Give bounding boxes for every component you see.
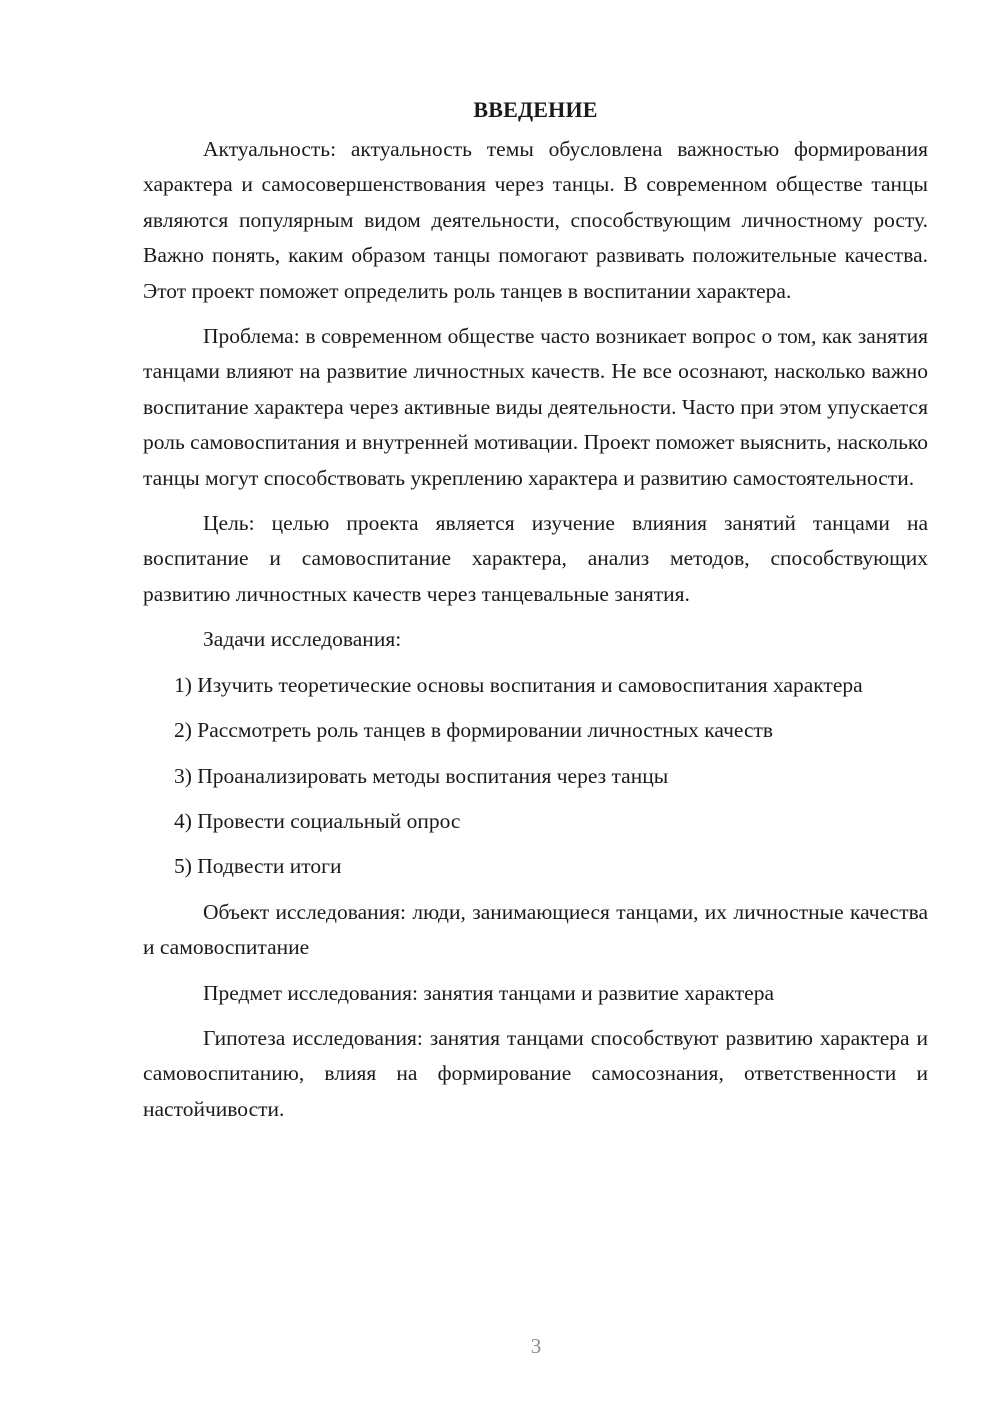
problem-paragraph: Проблема: в современном обществе часто возникает вопрос о том, как занятия танцами влияют на развитие личностных качеств. Не все осознают, насколько важно воспитание характера через активные виды деятельности. Часто при этом упускается роль самовоспитания и внутренней мотивации. Проект поможет выяснить, насколько танцы могут способствовать укреплению характера и развитию самостоятельности. xyxy=(143,324,928,490)
relevance-paragraph: Актуальность: актуальность темы обусловлена важностью формирования характера и самосовершенствования через танцы. В современном обществе танцы являются популярным видом деятельности, способствующим личностному росту. Важно понять, каким образом танцы помогают развивать положительные качества. Этот проект поможет определить роль танцев в воспитании характера. xyxy=(143,137,928,303)
research-object-paragraph: Объект исследования: люди, занимающиеся танцами, их личностные качества и самовоспитание xyxy=(143,899,928,960)
task-item-5: 5) Подвести итоги xyxy=(174,854,342,879)
task-item-4: 4) Провести социальный опрос xyxy=(174,808,461,833)
task-item-2: 2) Рассмотреть роль танцев в формировании личностных качеств xyxy=(174,718,774,743)
hypothesis-paragraph: Гипотеза исследования: занятия танцами способствуют развитию характера и самовоспитанию, влияя на формирование самосознания, ответственности и настойчивости. xyxy=(143,1025,928,1121)
goal-paragraph: Цель: целью проекта является изучение влияния занятий танцами на воспитание и самовоспитание характера, анализ методов, способствующих развитию личностных качеств через танцевальные занятия. xyxy=(143,511,928,606)
research-subject-paragraph: Предмет исследования: занятия танцами и развитие характера xyxy=(203,980,774,1005)
page-content xyxy=(143,92,928,1127)
task-item-3: 3) Проанализировать методы воспитания через танцы xyxy=(174,763,669,788)
tasks-heading: Задачи исследования: xyxy=(203,627,402,652)
page-number: 3 xyxy=(530,1334,542,1358)
section-heading: ВВЕДЕНИЕ xyxy=(473,97,598,122)
task-item-1: 1) Изучить теоретические основы воспитания и самовоспитания характера xyxy=(174,672,863,697)
